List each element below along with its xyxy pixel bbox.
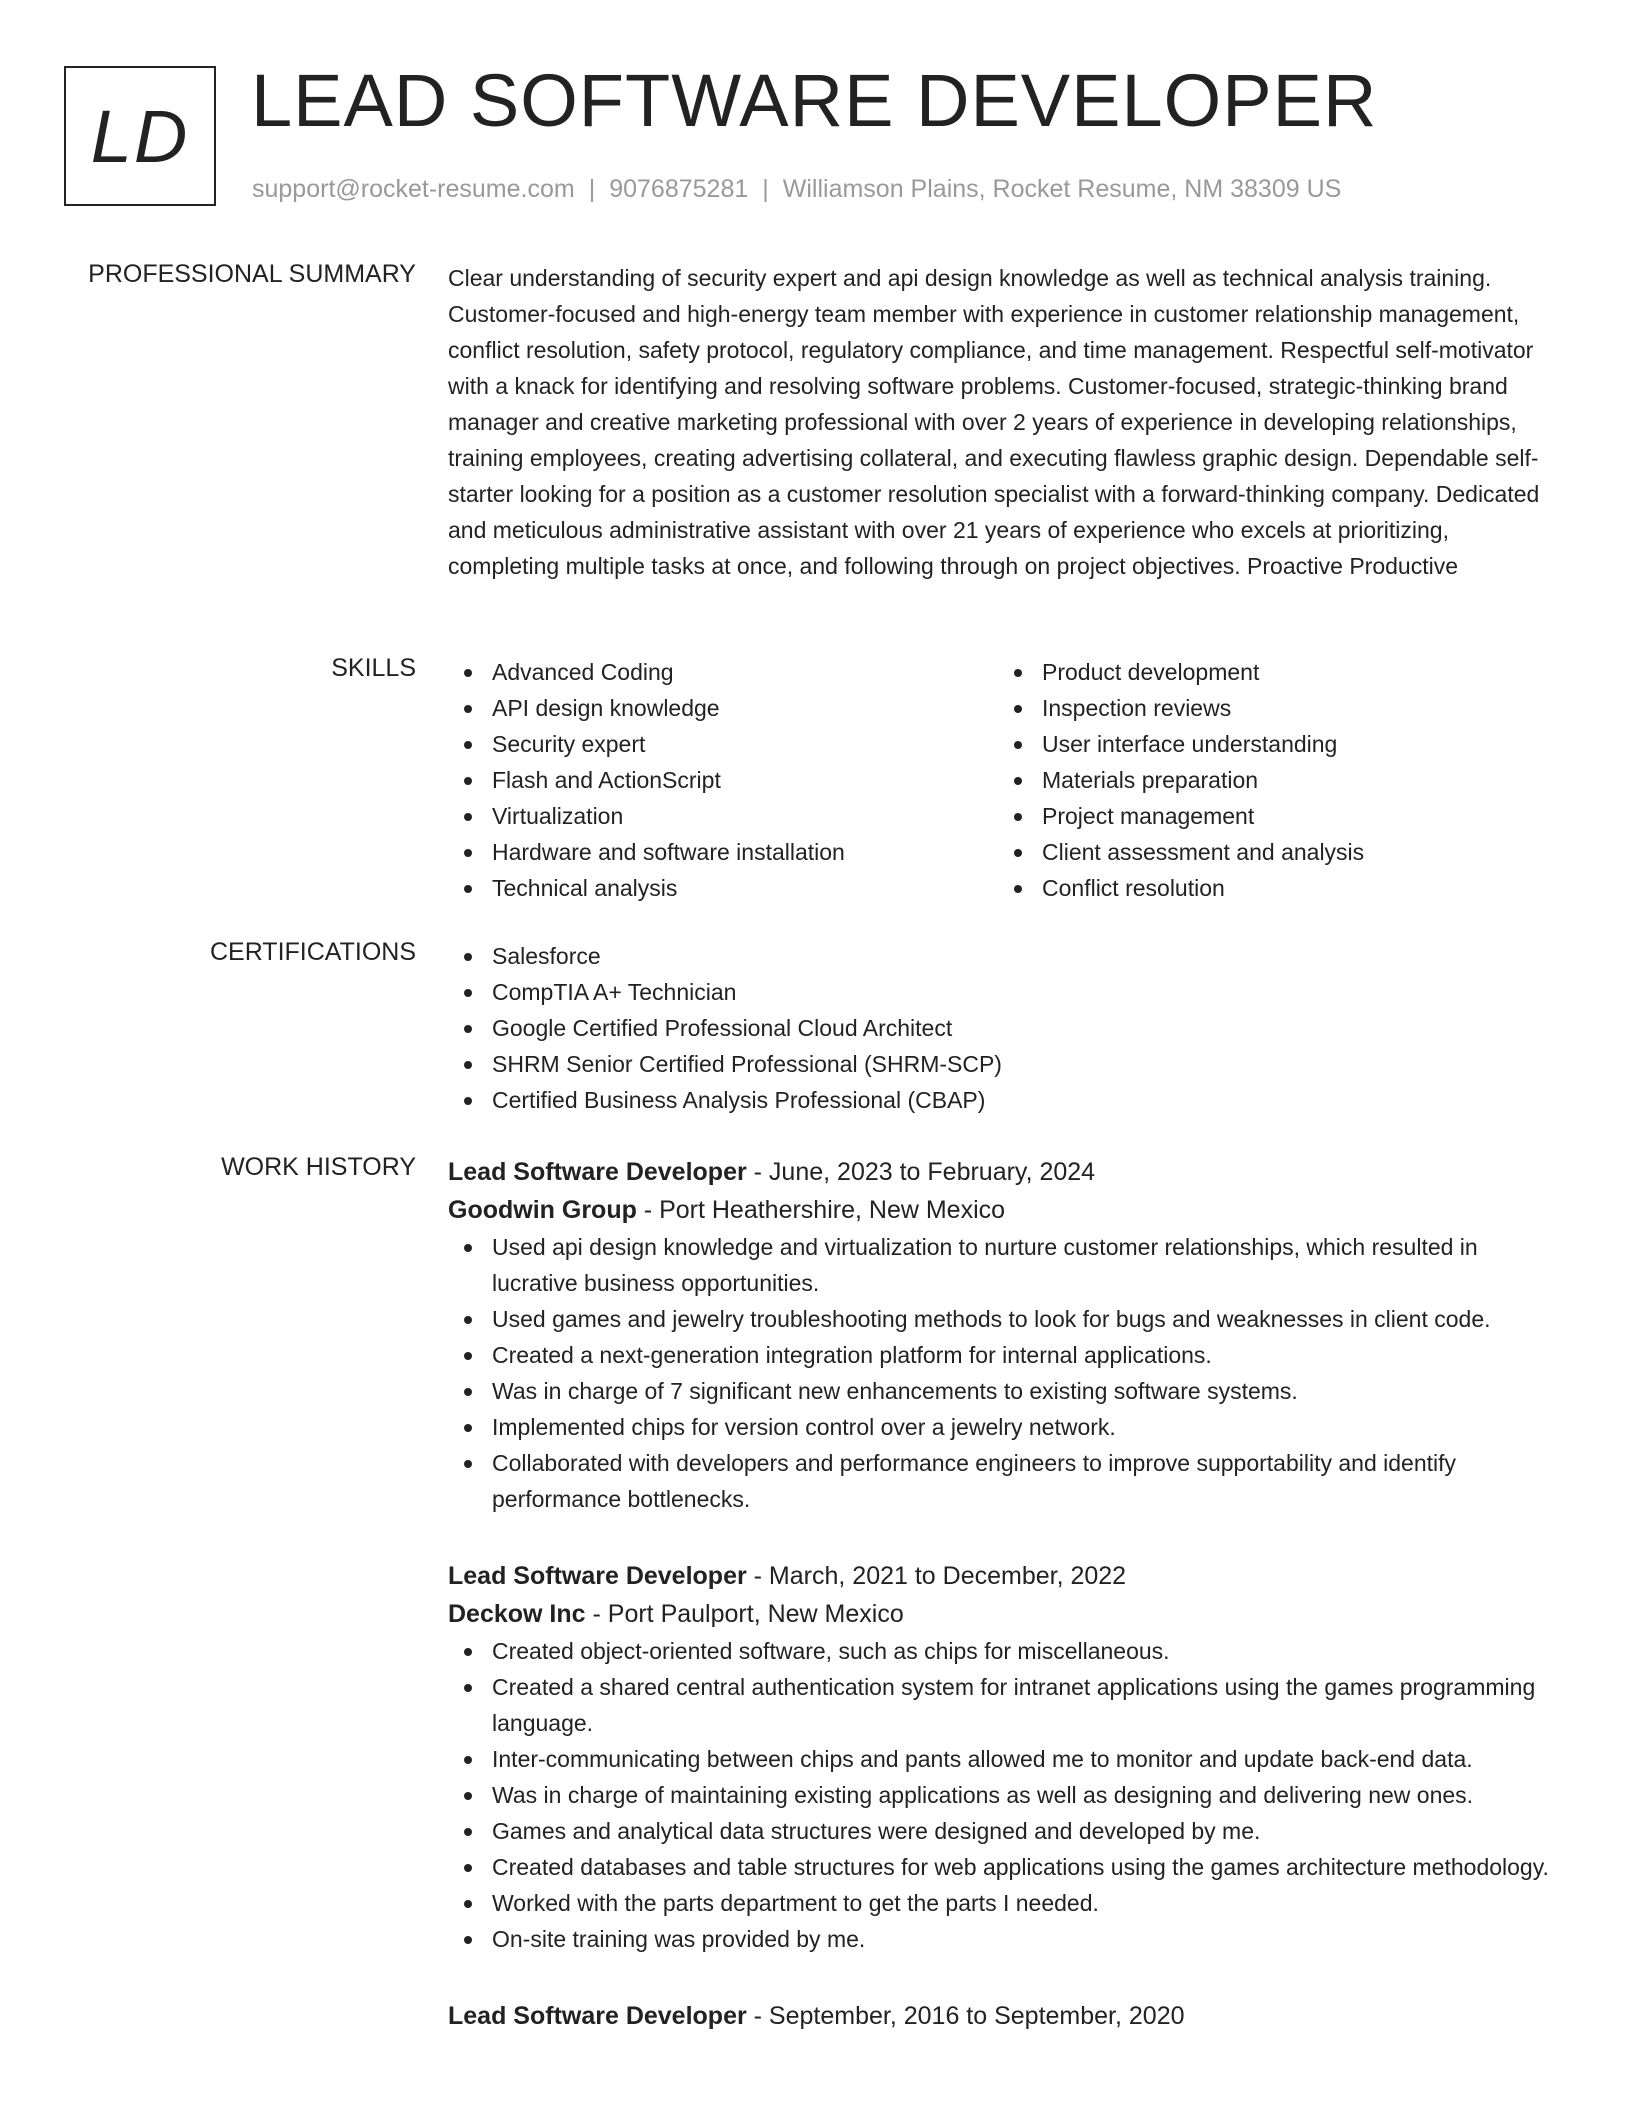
job-title-line <box>448 1997 1564 2035</box>
list-item: Technical analysis <box>448 870 998 906</box>
section-title: CERTIFICATIONS <box>209 938 416 966</box>
contact-email: support@rocket-resume.com <box>252 175 575 203</box>
summary-body <box>448 260 1564 584</box>
monogram-logo: LD <box>64 66 216 206</box>
list-item: Product development <box>998 654 1548 690</box>
certifications-list <box>448 938 1564 1118</box>
list-item: Materials preparation <box>998 762 1548 798</box>
certifications-body <box>448 938 1564 1118</box>
list-item: Client assessment and analysis <box>998 834 1548 870</box>
job-role: Lead Software Developer <box>448 2002 747 2030</box>
contact-separator: | <box>762 175 769 203</box>
list-item: Inter-communicating between chips and pants allowed me to monitor and update back-end data. <box>448 1741 1564 1777</box>
job-role: Lead Software Developer <box>448 1158 747 1186</box>
list-item: CompTIA A+ Technician <box>448 974 1564 1010</box>
contact-phone: 9076875281 <box>609 175 749 203</box>
section-title: PROFESSIONAL SUMMARY <box>88 260 416 288</box>
job-company: Deckow Inc <box>448 1600 586 1628</box>
list-item: API design knowledge <box>448 690 998 726</box>
job-company-line <box>448 1595 1564 1633</box>
list-item: Security expert <box>448 726 998 762</box>
list-item: Advanced Coding <box>448 654 998 690</box>
list-item: Salesforce <box>448 938 1564 974</box>
job-dates: - September, 2016 to September, 2020 <box>746 2002 1185 2030</box>
job-company-line <box>448 1191 1564 1229</box>
list-item: Inspection reviews <box>998 690 1548 726</box>
job-bullet-list <box>448 1633 1564 1957</box>
list-item: Certified Business Analysis Professional (CBAP) <box>448 1082 1564 1118</box>
list-item: Was in charge of 7 significant new enhancements to existing software systems. <box>448 1373 1564 1409</box>
list-item: User interface understanding <box>998 726 1548 762</box>
list-item: Google Certified Professional Cloud Architect <box>448 1010 1564 1046</box>
list-item: Used games and jewelry troubleshooting methods to look for bugs and weaknesses in client code. <box>448 1301 1564 1337</box>
work-history-body <box>448 1153 1564 2075</box>
list-item: Created databases and table structures for web applications using the games architecture methodology. <box>448 1849 1564 1885</box>
job-role: Lead Software Developer <box>448 1562 747 1590</box>
skills-list-right <box>998 654 1548 906</box>
job-location: - Port Paulport, New Mexico <box>585 1600 904 1628</box>
list-item: Hardware and software installation <box>448 834 998 870</box>
list-item: Worked with the parts department to get the parts I needed. <box>448 1885 1564 1921</box>
list-item: Created a shared central authentication system for intranet applications using the games programming language. <box>448 1669 1564 1741</box>
list-item: Games and analytical data structures were designed and developed by me. <box>448 1813 1564 1849</box>
contact-line <box>252 175 1341 204</box>
resume-title: LEAD SOFTWARE DEVELOPER <box>251 59 1378 142</box>
job-title-line <box>448 1557 1564 1595</box>
list-item: SHRM Senior Certified Professional (SHRM-SCP) <box>448 1046 1564 1082</box>
section-title: WORK HISTORY <box>221 1153 416 1181</box>
list-item: Was in charge of maintaining existing applications as well as designing and delivering new ones. <box>448 1777 1564 1813</box>
job-dates: - June, 2023 to February, 2024 <box>746 1158 1096 1186</box>
job-entry <box>448 1153 1564 1517</box>
job-title-line <box>448 1153 1564 1191</box>
skills-body <box>448 654 1564 906</box>
list-item: Virtualization <box>448 798 998 834</box>
job-entry <box>448 1997 1564 2035</box>
list-item: On-site training was provided by me. <box>448 1921 1564 1957</box>
list-item: Used api design knowledge and virtualization to nurture customer relationships, which resulted in lucrative business opportunities. <box>448 1229 1564 1301</box>
contact-separator: | <box>588 175 596 203</box>
summary-text: Clear understanding of security expert and api design knowledge as well as technical analysis training. Customer-focused and high-energy team member with experience in customer relationship management, conflict resolution, safety protocol, regulatory compliance, and time management. Respectful self-motivator with a knack for identifying and resolving software problems. Customer-focused, strategic-thinking brand manager and creative marketing professional with over 2 years of experience in developing relationships, training employees, creating advertising collateral, and executing flawless graphic design. Dependable self-starter looking for a position as a customer resolution specialist with a forward-thinking company. Dedicated and meticulous administrative assistant with over 21 years of experience who excels at prioritizing, completing multiple tasks at once, and following through on project objectives. Proactive Productive <box>448 265 1540 579</box>
job-bullet-list <box>448 1229 1564 1517</box>
section-title: SKILLS <box>331 654 416 682</box>
contact-address: Williamson Plains, Rocket Resume, NM 38309 US <box>782 175 1342 203</box>
list-item: Collaborated with developers and performance engineers to improve supportability and identify performance bottlenecks. <box>448 1445 1564 1517</box>
job-company: Goodwin Group <box>448 1196 637 1224</box>
list-item: Implemented chips for version control over a jewelry network. <box>448 1409 1564 1445</box>
list-item: Project management <box>998 798 1548 834</box>
list-item: Created a next-generation integration platform for internal applications. <box>448 1337 1564 1373</box>
list-item: Conflict resolution <box>998 870 1548 906</box>
job-location: - Port Heathershire, New Mexico <box>636 1196 1006 1224</box>
job-dates: - March, 2021 to December, 2022 <box>746 1562 1127 1590</box>
skills-list-left <box>448 654 998 906</box>
job-entry <box>448 1557 1564 1957</box>
list-item: Flash and ActionScript <box>448 762 998 798</box>
list-item: Created object-oriented software, such as chips for miscellaneous. <box>448 1633 1564 1669</box>
